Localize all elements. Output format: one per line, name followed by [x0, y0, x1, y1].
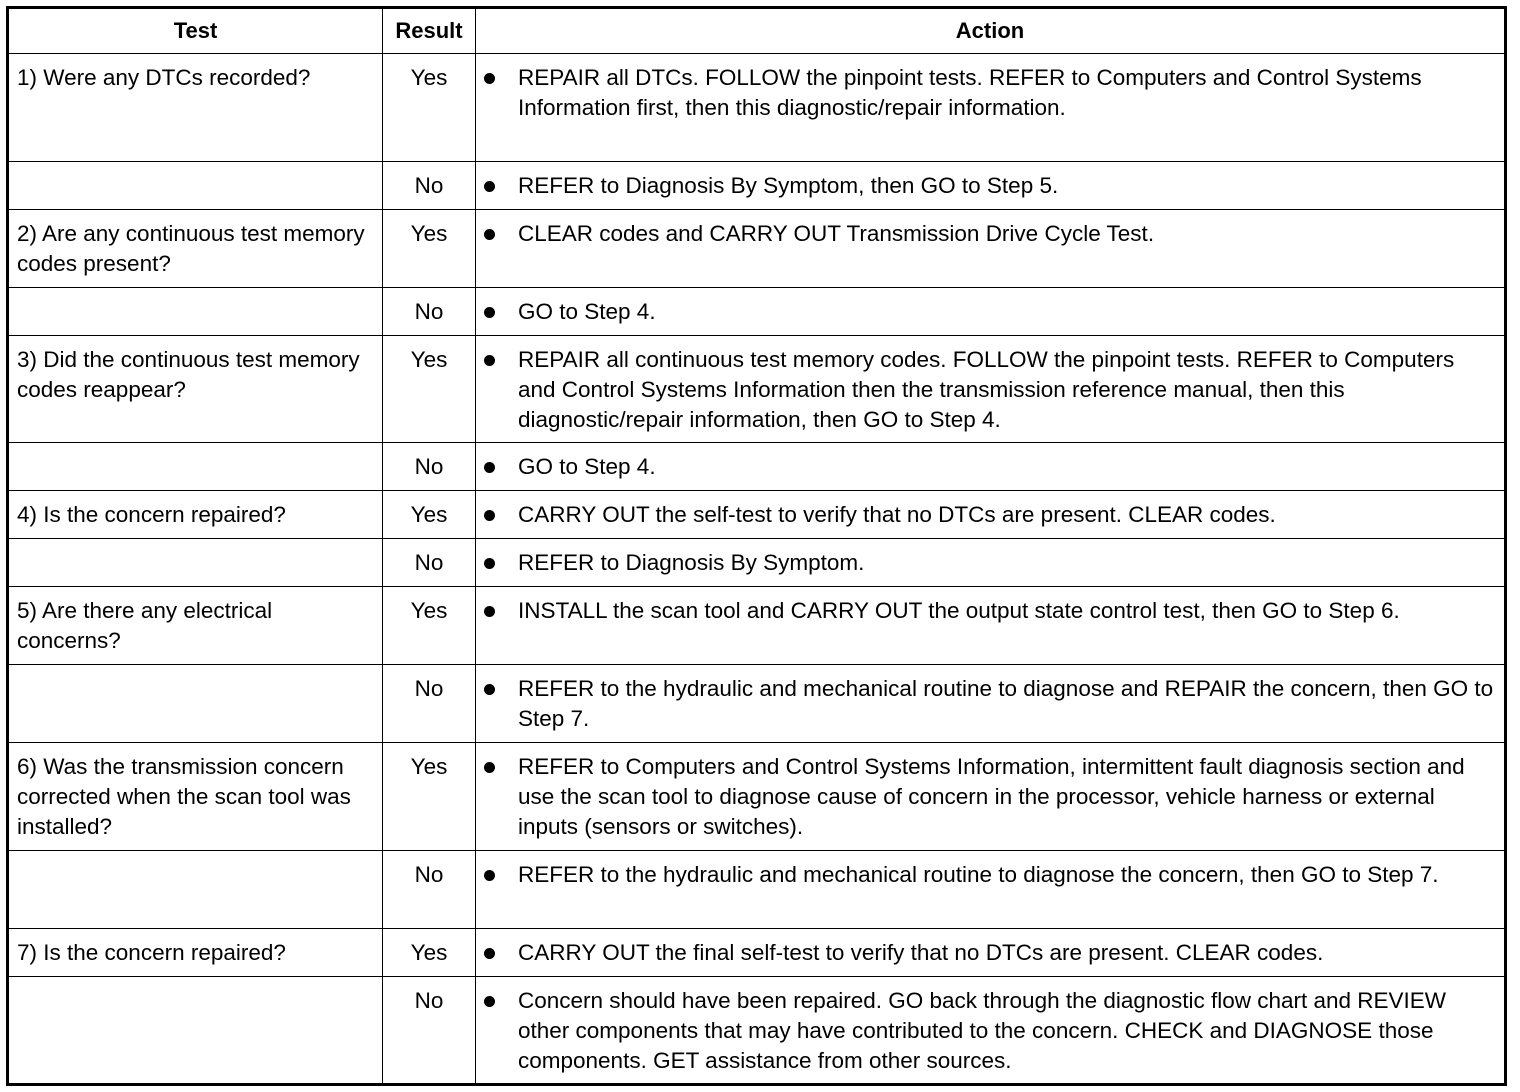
test-cell: [8, 443, 383, 491]
header-action: Action: [476, 8, 1506, 54]
action-cell: [476, 929, 1506, 977]
table-row: [8, 977, 1506, 1085]
diagnostic-table-container: [6, 6, 1507, 1086]
result-cell: Yes: [383, 587, 476, 665]
bullet-icon: [484, 996, 495, 1007]
test-cell: [8, 977, 383, 1085]
test-cell: 1) Were any DTCs recorded?: [8, 54, 383, 162]
test-cell: 4) Is the concern repaired?: [8, 491, 383, 539]
bullet-icon: [484, 181, 495, 192]
action-cell: [476, 491, 1506, 539]
action-cell: [476, 210, 1506, 288]
result-cell: No: [383, 665, 476, 743]
test-cell: [8, 288, 383, 336]
test-cell: [8, 665, 383, 743]
test-cell: 7) Is the concern repaired?: [8, 929, 383, 977]
table-row: [8, 587, 1506, 665]
result-cell: No: [383, 539, 476, 587]
bullet-icon: [484, 870, 495, 881]
action-cell: [476, 743, 1506, 851]
header-result: Result: [383, 8, 476, 54]
action-text: CARRY OUT the final self-test to verify that no DTCs are present. CLEAR codes.: [518, 940, 1324, 965]
action-cell: [476, 977, 1506, 1085]
action-text: REFER to Diagnosis By Symptom.: [518, 550, 865, 575]
test-cell: 2) Are any continuous test memory codes present?: [8, 210, 383, 288]
test-cell: [8, 851, 383, 929]
action-text: Concern should have been repaired. GO back through the diagnostic flow chart and REVIEW other components that may have contributed to the concern. CHECK and DIAGNOSE those components. GET assistance from other sources.: [518, 988, 1447, 1073]
bullet-icon: [484, 73, 495, 84]
test-cell: 3) Did the continuous test memory codes reappear?: [8, 336, 383, 443]
action-text: REFER to Diagnosis By Symptom, then GO to Step 5.: [518, 173, 1059, 198]
table-row: [8, 491, 1506, 539]
table-row: [8, 929, 1506, 977]
action-cell: [476, 539, 1506, 587]
action-text: REPAIR all DTCs. FOLLOW the pinpoint tests. REFER to Computers and Control Systems Information first, then this diagnostic/repair information.: [518, 65, 1422, 120]
bullet-icon: [484, 762, 495, 773]
diagnostic-table: [6, 6, 1507, 1086]
result-cell: Yes: [383, 54, 476, 162]
table-header: [8, 8, 1506, 54]
result-cell: Yes: [383, 929, 476, 977]
action-text: REFER to the hydraulic and mechanical routine to diagnose the concern, then GO to Step 7.: [518, 862, 1439, 887]
result-cell: No: [383, 162, 476, 210]
action-text: CLEAR codes and CARRY OUT Transmission Drive Cycle Test.: [518, 221, 1155, 246]
action-text: GO to Step 4.: [518, 299, 656, 324]
test-cell: 5) Are there any electrical concerns?: [8, 587, 383, 665]
action-cell: [476, 587, 1506, 665]
action-text: REPAIR all continuous test memory codes. FOLLOW the pinpoint tests. REFER to Computers and Control Systems Information then the transmission reference manual, then this diagnostic/repair information, then GO to Step 4.: [518, 347, 1455, 432]
bullet-icon: [484, 229, 495, 240]
table-row: [8, 539, 1506, 587]
table-row: [8, 743, 1506, 851]
action-cell: [476, 851, 1506, 929]
action-text: REFER to the hydraulic and mechanical routine to diagnose and REPAIR the concern, then GO to Step 7.: [518, 676, 1494, 731]
table-row: [8, 288, 1506, 336]
header-test: Test: [8, 8, 383, 54]
result-cell: No: [383, 288, 476, 336]
table-body: [8, 54, 1506, 1085]
result-cell: No: [383, 977, 476, 1085]
action-text: REFER to Computers and Control Systems Information, intermittent fault diagnosis section and use the scan tool to diagnose cause of concern in the processor, vehicle harness or external inputs (sensors or switches).: [518, 754, 1465, 839]
result-cell: No: [383, 443, 476, 491]
bullet-icon: [484, 462, 495, 473]
action-cell: [476, 162, 1506, 210]
bullet-icon: [484, 684, 495, 695]
test-cell: [8, 162, 383, 210]
action-text: CARRY OUT the self-test to verify that no DTCs are present. CLEAR codes.: [518, 502, 1276, 527]
result-cell: Yes: [383, 491, 476, 539]
action-cell: [476, 665, 1506, 743]
table-row: [8, 54, 1506, 162]
test-cell: 6) Was the transmission concern corrected when the scan tool was installed?: [8, 743, 383, 851]
table-row: [8, 443, 1506, 491]
table-row: [8, 162, 1506, 210]
header-row: [8, 8, 1506, 54]
bullet-icon: [484, 510, 495, 521]
bullet-icon: [484, 355, 495, 366]
bullet-icon: [484, 558, 495, 569]
result-cell: No: [383, 851, 476, 929]
table-row: [8, 851, 1506, 929]
action-text: GO to Step 4.: [518, 454, 656, 479]
result-cell: Yes: [383, 336, 476, 443]
action-cell: [476, 54, 1506, 162]
bullet-icon: [484, 307, 495, 318]
table-row: [8, 336, 1506, 443]
action-cell: [476, 443, 1506, 491]
result-cell: Yes: [383, 743, 476, 851]
bullet-icon: [484, 606, 495, 617]
table-row: [8, 665, 1506, 743]
action-cell: [476, 288, 1506, 336]
action-text: INSTALL the scan tool and CARRY OUT the output state control test, then GO to Step 6.: [518, 598, 1400, 623]
bullet-icon: [484, 948, 495, 959]
result-cell: Yes: [383, 210, 476, 288]
action-cell: [476, 336, 1506, 443]
test-cell: [8, 539, 383, 587]
table-row: [8, 210, 1506, 288]
